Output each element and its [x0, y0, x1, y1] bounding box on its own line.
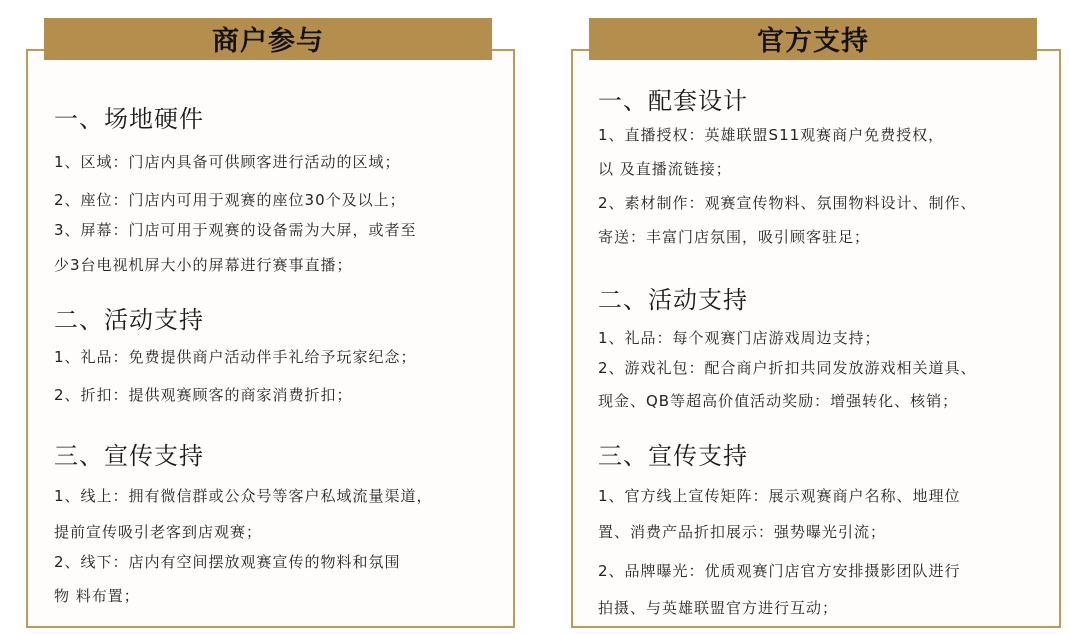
section-line: 1、区域：门店内具备可供顾客进行活动的区域；: [54, 153, 401, 171]
section-line: 2、游戏礼包：配合商户折扣共同发放游戏相关道具、: [598, 359, 977, 377]
section-line: 2、折扣：提供观赛顾客的商家消费折扣；: [54, 386, 353, 404]
official-panel-title: 官方支持: [589, 18, 1037, 60]
section-line: 2、素材制作：观赛宣传物料、氛围物料设计、制作、: [598, 194, 977, 212]
section-line: 现金、QB等超高价值活动奖励：增强转化、核销；: [598, 392, 959, 410]
section-line: 以 及直播流链接；: [598, 160, 732, 178]
section-line: 少3台电视机屏大小的屏幕进行赛事直播；: [54, 256, 353, 274]
section-heading: 二、活动支持: [598, 286, 748, 314]
section-line: 1、礼品：每个观赛门店游戏周边支持；: [598, 329, 881, 347]
section-line: 1、直播授权：英雄联盟S11观赛商户免费授权，: [598, 126, 945, 144]
merchant-panel-title: 商户参与: [44, 18, 492, 60]
section-line: 拍摄、与英雄联盟官方进行互动；: [598, 599, 839, 617]
section-line: 3、屏幕：门店可用于观赛的设备需为大屏，或者至: [54, 221, 417, 239]
section-heading: 二、活动支持: [54, 306, 204, 334]
section-line: 置、消费产品折扣展示：强势曝光引流；: [598, 523, 887, 541]
section-line: 2、品牌曝光：优质观赛门店官方安排摄影团队进行: [598, 562, 961, 580]
section-line: 2、座位：门店内可用于观赛的座位30个及以上；: [54, 191, 406, 209]
section-line: 寄送：丰富门店氛围，吸引顾客驻足；: [598, 228, 871, 246]
section-heading: 三、宣传支持: [598, 442, 748, 470]
section-line: 1、礼品：免费提供商户活动伴手礼给予玩家纪念；: [54, 348, 417, 366]
section-line: 物 料布置；: [54, 587, 140, 605]
section-line: 提前宣传吸引老客到店观赛；: [54, 523, 263, 541]
section-heading: 一、场地硬件: [54, 105, 204, 133]
section-line: 1、线上：拥有微信群或公众号等客户私域流量渠道，: [54, 487, 433, 505]
section-line: 1、官方线上宣传矩阵：展示观赛商户名称、地理位: [598, 487, 961, 505]
section-line: 2、线下：店内有空间摆放观赛宣传的物料和氛围: [54, 553, 401, 571]
section-heading: 一、配套设计: [598, 87, 748, 115]
section-heading: 三、宣传支持: [54, 442, 204, 470]
